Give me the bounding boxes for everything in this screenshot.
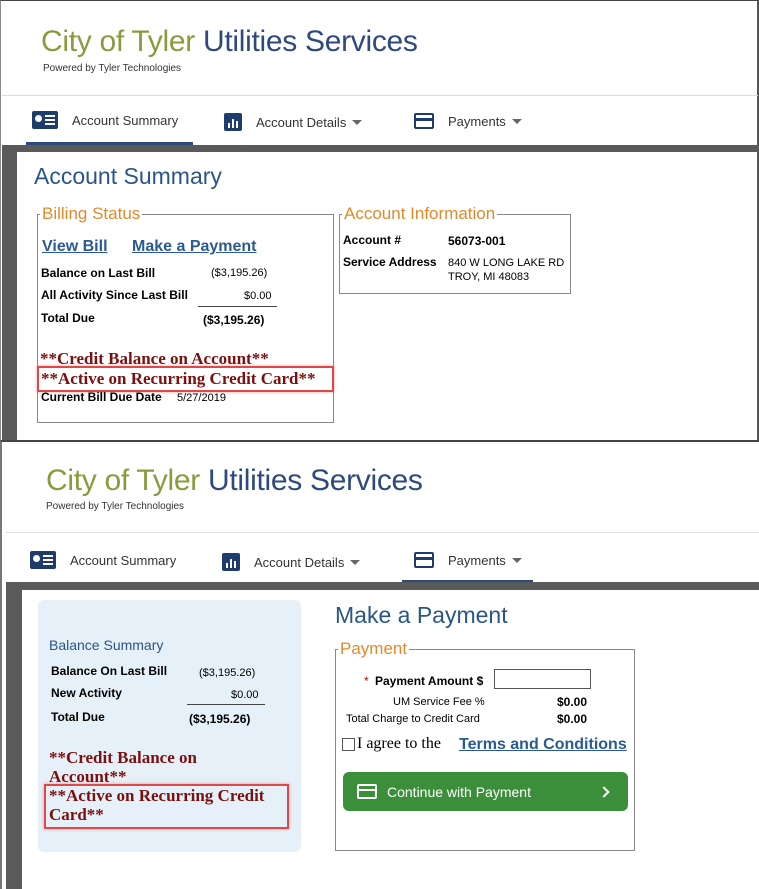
page-title: Account Summary: [34, 163, 222, 189]
content-gutter: [2, 152, 17, 441]
agree-checkbox[interactable]: [342, 738, 355, 751]
balance-last-bill-value: ($3,195.26): [199, 667, 256, 679]
account-card-icon: [30, 551, 56, 569]
credit-balance-notice: **Credit Balance on Account**: [40, 349, 269, 368]
payment-amount-input[interactable]: [494, 669, 591, 689]
balance-summary-title: Balance Summary: [49, 637, 164, 653]
nav-account-details[interactable]: [224, 113, 362, 131]
brand-utilities: Utilities Services: [202, 25, 418, 58]
chevron-down-icon: [512, 558, 522, 563]
sum-rule: [187, 704, 265, 705]
account-number-value: 56073-001: [448, 234, 506, 248]
content-divider: [2, 145, 758, 152]
required-mark: *: [364, 674, 369, 688]
credit-card-icon: [357, 784, 377, 799]
content-gutter: [6, 590, 22, 889]
nav-account-summary-label: Account Summary: [72, 112, 179, 128]
balance-last-bill-label: Balance on Last Bill: [41, 266, 156, 280]
activity-since-value: $0.00: [244, 290, 272, 302]
chart-icon: [224, 113, 242, 131]
new-activity-value: $0.00: [231, 689, 259, 701]
nav-payments[interactable]: [414, 113, 522, 129]
credit-card-icon: [414, 552, 434, 568]
chart-icon: [222, 553, 240, 571]
make-payment-link[interactable]: Make a Payment: [132, 238, 257, 255]
recurring-line1: **Active on Recurring Credit: [49, 786, 265, 805]
balance-last-bill-value: ($3,195.26): [211, 267, 268, 279]
due-date-value: 5/27/2019: [177, 392, 226, 404]
nav-account-details[interactable]: [222, 553, 360, 571]
site-brand[interactable]: [46, 464, 423, 498]
page-title: Make a Payment: [335, 602, 508, 628]
brand-city: City of Tyler: [46, 464, 200, 497]
powered-by: Powered by Tyler Technologies: [43, 63, 182, 74]
make-payment-screenshot: [0, 440, 759, 889]
nav-account-details-label: Account Details: [254, 554, 345, 570]
service-address-line2: TROY, MI 48083: [448, 271, 530, 283]
continue-payment-label: Continue with Payment: [387, 783, 531, 800]
credit-balance-line1: **Credit Balance on: [49, 748, 197, 767]
site-brand[interactable]: [41, 25, 418, 59]
activity-since-label: All Activity Since Last Bill: [41, 288, 188, 302]
sum-rule: [198, 306, 277, 307]
new-activity-label: New Activity: [51, 686, 122, 700]
balance-last-bill-label: Balance On Last Bill: [51, 664, 168, 678]
total-due-label: Total Due: [41, 311, 95, 325]
content-divider: [6, 582, 759, 590]
account-number-label: Account #: [343, 233, 402, 247]
brand-city: City of Tyler: [41, 25, 195, 58]
total-charge-label: Total Charge to Credit Card: [346, 713, 480, 725]
nav-payments[interactable]: [414, 552, 522, 568]
chevron-down-icon: [512, 119, 522, 124]
nav-account-summary[interactable]: [32, 111, 178, 129]
service-fee-value: $0.00: [557, 695, 588, 709]
payment-amount-label: Payment Amount $: [375, 674, 484, 688]
recurring-line2: Card**: [49, 805, 104, 824]
total-due-value: ($3,195.26): [203, 313, 265, 327]
total-due-label: Total Due: [51, 710, 105, 724]
main-nav: [6, 532, 759, 582]
credit-card-icon: [414, 113, 434, 129]
payment-legend: Payment: [340, 639, 408, 658]
nav-account-summary-label: Account Summary: [70, 552, 177, 568]
nav-account-details-label: Account Details: [256, 114, 347, 130]
account-info-legend: Account Information: [344, 204, 496, 223]
service-fee-label: UM Service Fee %: [393, 696, 485, 708]
chevron-down-icon: [350, 560, 360, 565]
nav-account-summary[interactable]: [30, 551, 176, 569]
account-summary-screenshot: [0, 0, 759, 440]
nav-payments-label: Payments: [448, 552, 506, 568]
billing-status-legend: Billing Status: [42, 204, 141, 223]
service-address-label: Service Address: [343, 255, 437, 269]
terms-link[interactable]: Terms and Conditions: [459, 736, 627, 753]
chevron-right-icon: [598, 786, 609, 797]
nav-payments-label: Payments: [448, 113, 506, 129]
view-bill-link[interactable]: View Bill: [42, 238, 108, 255]
total-charge-value: $0.00: [557, 712, 588, 726]
powered-by: Powered by Tyler Technologies: [46, 501, 185, 512]
agree-text: I agree to the: [357, 735, 441, 752]
service-address-line1: 840 W LONG LAKE RD: [448, 257, 565, 269]
main-nav: [2, 95, 758, 145]
chevron-down-icon: [352, 120, 362, 125]
account-card-icon: [32, 111, 58, 129]
continue-payment-button[interactable]: [343, 772, 628, 811]
credit-balance-line2: Account**: [49, 767, 127, 786]
recurring-card-notice: **Active on Recurring Credit Card**: [41, 369, 316, 388]
brand-utilities: Utilities Services: [207, 464, 423, 497]
total-due-value: ($3,195.26): [189, 712, 251, 726]
due-date-label: Current Bill Due Date: [41, 390, 162, 404]
